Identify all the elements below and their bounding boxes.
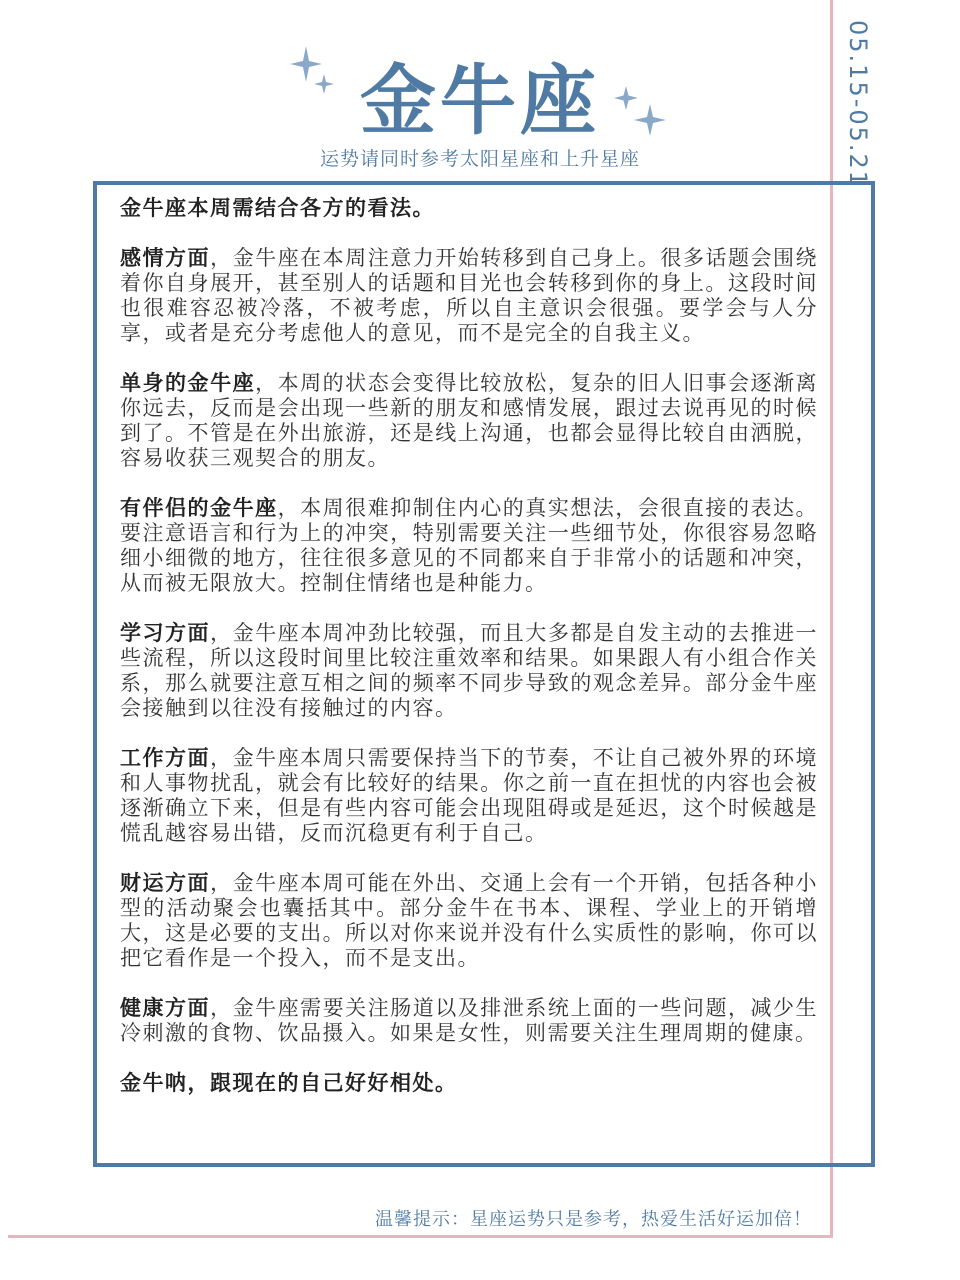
section-paragraph xyxy=(120,996,818,1046)
subtitle: 运势请同时参考太阳星座和上升星座 xyxy=(319,148,640,170)
section-paragraph xyxy=(120,371,818,471)
intro-text: 金牛座本周需结合各方的看法。 xyxy=(120,196,435,220)
footer-tip: 温馨提示：星座运势只是参考，热爱生活好运加倍！ xyxy=(375,1209,812,1230)
section-body: ，金牛座本周冲劲比较强，而且大多都是自发主动的去推进一些流程，所以这段时间里比较注重效率和结果。如果跟人有小组合作关系，那么就要注意互相之间的频率不同步导致的观念差异。部分金牛座会接触到以往没有接触过的内容。 xyxy=(120,621,819,720)
pink-horizontal-line xyxy=(8,1235,833,1238)
closing-paragraph xyxy=(120,1071,818,1096)
section-paragraph xyxy=(120,746,818,846)
closing-text: 金牛呐，跟现在的自己好好相处。 xyxy=(120,1071,458,1095)
section-heading: 学习方面 xyxy=(120,621,211,645)
horoscope-content xyxy=(120,196,818,1121)
section-paragraph xyxy=(120,621,818,721)
section-paragraph xyxy=(120,496,818,596)
section-heading: 健康方面 xyxy=(120,996,211,1020)
section-heading: 感情方面 xyxy=(120,246,211,270)
section-body: ，本周很难抑制住内心的真实想法，会很直接的表达。要注意语言和行为上的冲突，特别需要关注一些细节处，你很容易忽略细小细微的地方，往往很多意见的不同都来自于非常小的话题和冲突，从而被无限放大。控制住情绪也是种能力。 xyxy=(120,496,819,595)
section-body: ，金牛座本周可能在外出、交通上会有一个开销，包括各种小型的活动聚会也囊括其中。部分金牛在书本、课程、学业上的开销增大，这是必要的支出。所以对你来说并没有什么实质性的影响，你可以把它看作是一个投入，而不是支出。 xyxy=(120,871,819,970)
page-title: 金牛座 xyxy=(360,56,600,145)
section-body: ，金牛座在本周注意力开始转移到自己身上。很多话题会围绕着你自身展开，甚至别人的话题和目光也会转移到你的身上。这段时间也很难容忍被冷落，不被考虑，所以自主意识会很强。要学会与人分享，或者是充分考虑他人的意见，而不是完全的自我主义。 xyxy=(120,246,819,345)
section-heading: 有伴侣的金牛座 xyxy=(120,496,278,520)
section-paragraph xyxy=(120,871,818,971)
section-heading: 工作方面 xyxy=(120,746,211,770)
intro-paragraph xyxy=(120,196,818,221)
section-heading: 单身的金牛座 xyxy=(120,371,256,395)
section-paragraph xyxy=(120,246,818,346)
section-body: ，本周的状态会变得比较放松，复杂的旧人旧事会逐渐离你远去，反而是会出现一些新的朋友和感情发展，跟过去说再见的时候到了。不管是在外出旅游，还是线上沟通，也都会显得比较自由洒脱，容易收获三观契合的朋友。 xyxy=(120,371,819,470)
section-body: ，金牛座需要关注肠道以及排泄系统上面的一些问题，减少生冷刺激的食物、饮品摄入。如果是女性，则需要关注生理周期的健康。 xyxy=(120,996,819,1045)
section-heading: 财运方面 xyxy=(120,871,211,895)
section-body: ，金牛座本周只需要保持当下的节奏，不让自己被外界的环境和人事物扰乱，就会有比较好的结果。你之前一直在担忧的内容也会被逐渐确立下来，但是有些内容可能会出现阻碍或是延迟，这个时候越是慌乱越容易出错，反而沉稳更有利于自己。 xyxy=(120,746,819,845)
date-range: 05.15-05.21 xyxy=(844,20,872,189)
